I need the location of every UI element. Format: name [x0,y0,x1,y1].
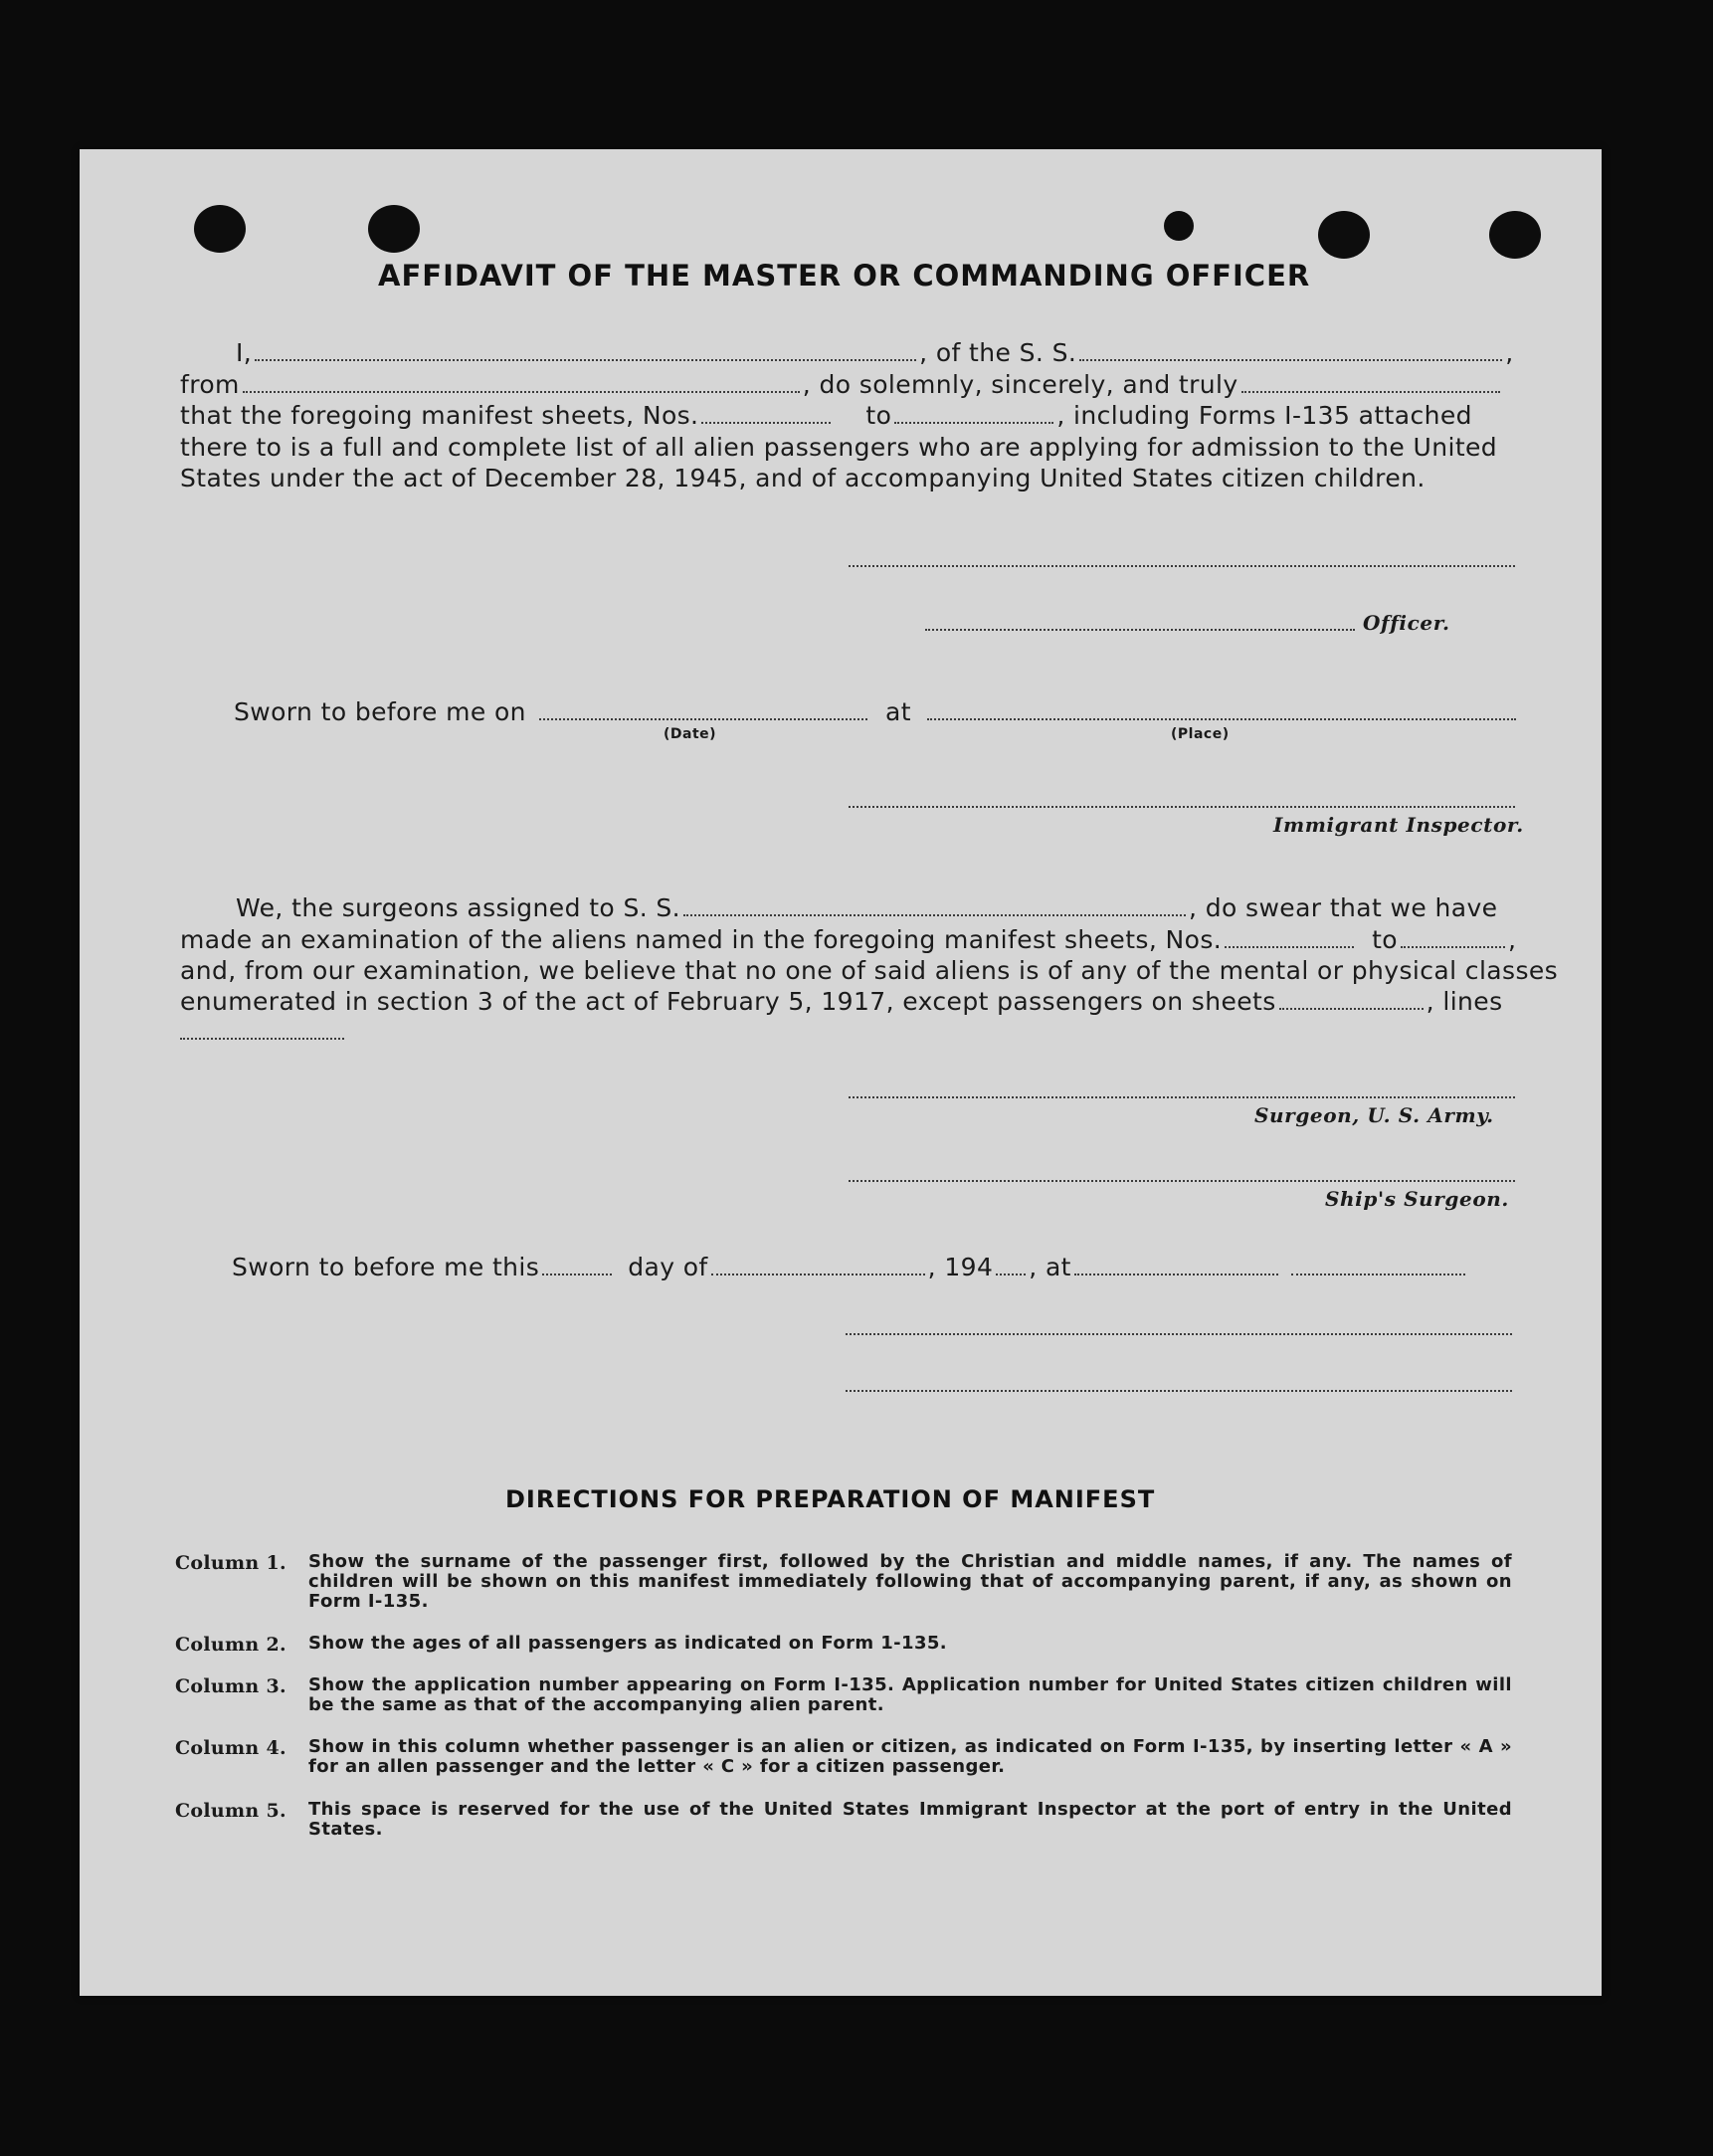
exam-sheets-to-field[interactable] [1401,946,1505,948]
ship-surgeon-label: Ship's Surgeon. [1325,1187,1509,1211]
text-manifest-sheets: that the foregoing manifest sheets, Nos. [180,401,699,430]
sworn-date-field[interactable] [539,718,867,720]
sworn-before-me-on: Sworn to before me on [234,697,526,726]
punch-hole [194,205,246,253]
ship-surgeon-signature-line[interactable] [849,1180,1515,1182]
text-from: from [180,370,240,399]
column-4-text: Show in this column whether passenger is an alien or citizen, as indicated on Form I-135, by inserting letter « A » for an allen passenger and the letter « C » for a citizen passenger. [308,1736,1512,1777]
text-examination: made an examination of the aliens named in the foregoing manifest sheets, Nos. [180,925,1223,954]
text-surgeons: We, the surgeons assigned to S. S. [236,893,681,922]
comma: , [1505,338,1514,367]
text-194: , 194 [927,1253,994,1281]
date-caption: (Date) [664,726,717,742]
sheets-from-field[interactable] [701,422,831,424]
column-3-text: Show the application number appearing on Form I-135. Application number for United States citizen children will be the same as that of the accompanying alien parent. [308,1674,1512,1715]
officer-line[interactable] [925,629,1355,631]
port-from-field[interactable] [243,391,800,393]
text-sworn-this: Sworn to before me this [232,1253,540,1281]
column-1-label: Column 1. [175,1552,286,1574]
column-5-text: This space is reserved for the use of the United States Immigrant Inspector at the port of entry in the United States. [308,1799,1512,1840]
officer-label: Officer. [1363,611,1450,635]
column-4-label: Column 4. [175,1737,286,1759]
place-caption: (Place) [1171,726,1230,742]
army-surgeon-signature-line[interactable] [849,1096,1515,1098]
text-solemnly: , do solemnly, sincerely, and truly [802,370,1238,399]
truly-field[interactable] [1241,391,1500,393]
directions-title: DIRECTIONS FOR PREPARATION OF MANIFEST [505,1485,1156,1513]
army-surgeon-label: Surgeon, U. S. Army. [1254,1103,1494,1127]
column-2-label: Column 2. [175,1634,286,1656]
sworn-at: at [885,697,911,726]
text-forms: , including Forms I-135 attached [1056,401,1472,430]
month-field[interactable] [711,1274,925,1275]
sworn-2-place-field[interactable] [1074,1274,1278,1275]
surgeons-line-3: and, from our examination, we believe that no one of said aliens is of any of the mental or physical classes [180,956,1559,985]
text-of-the-ss: , of the S. S. [919,338,1077,367]
sworn-2-place-field-2[interactable] [1291,1274,1465,1275]
text-day-of: day of [628,1253,708,1281]
text-lines: , lines [1426,987,1503,1016]
sworn-2-signature-line[interactable] [846,1333,1512,1335]
text-at: , at [1029,1253,1071,1281]
sworn-2-line [232,1253,1468,1281]
text-i: I, [236,338,253,367]
column-3-label: Column 3. [175,1675,286,1697]
affidavit-line-4: there to is a full and complete list of all alien passengers who are applying for admission to the United [180,433,1498,462]
inspector-label: Immigrant Inspector. [1273,813,1524,837]
except-sheets-field[interactable] [1279,1008,1424,1010]
punch-hole [1489,211,1541,259]
punch-hole [1164,211,1194,241]
surgeons-line-2 [180,925,1516,954]
sworn-2-title-line[interactable] [846,1390,1512,1392]
form-sheet [80,149,1602,1996]
punch-hole [1318,211,1370,259]
surgeons-line-4 [180,987,1503,1016]
sheets-to-field[interactable] [894,422,1053,424]
sworn-place-field[interactable] [927,718,1516,720]
inspector-signature-line[interactable] [849,806,1515,808]
affidavit-line-5: States under the act of December 28, 1945, and of accompanying United States citizen children. [180,464,1426,492]
lines-field[interactable] [180,1038,344,1040]
affidavit-title: AFFIDAVIT OF THE MASTER OR COMMANDING OFFICER [378,259,1311,293]
column-5-label: Column 5. [175,1800,286,1822]
comma: , [1508,925,1517,954]
exam-sheets-from-field[interactable] [1225,946,1354,948]
ship-name-field[interactable] [1079,359,1502,361]
punch-hole [368,205,420,253]
affidavit-line-3 [180,401,1472,430]
affidavit-line-1 [236,338,1514,367]
text-enumerated: enumerated in section 3 of the act of February 5, 1917, except passengers on sheets [180,987,1276,1016]
year-digit-field[interactable] [996,1274,1026,1275]
column-1-text: Show the surname of the passenger first, followed by the Christian and middle names, if any. The names of children will be shown on this manifest immediately following that of accompanying parent, if any, as shown on Form I-135. [308,1551,1512,1612]
master-signature-line[interactable] [849,565,1515,567]
master-name-field[interactable] [255,359,916,361]
text-swear: , do swear that we have [1189,893,1498,922]
day-field[interactable] [542,1274,612,1275]
column-2-text: Show the ages of all passengers as indicated on Form 1-135. [308,1633,948,1654]
surgeons-line-1 [236,893,1497,922]
text-to: to [1372,925,1399,954]
affidavit-line-2 [180,370,1503,399]
surgeons-ship-field[interactable] [683,914,1186,916]
text-to: to [865,401,892,430]
